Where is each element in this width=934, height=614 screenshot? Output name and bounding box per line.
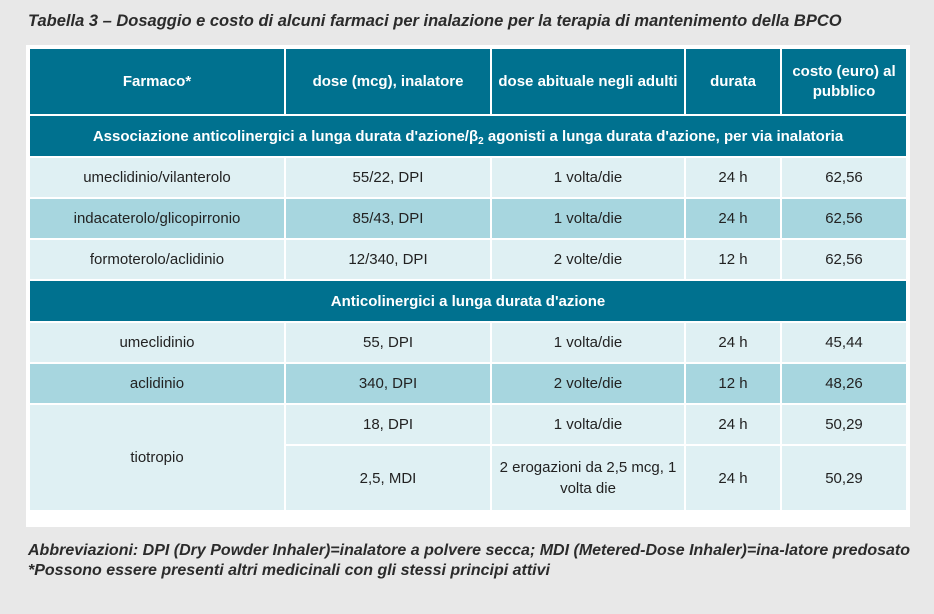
cell-abituale: 2 erogazioni da 2,5 mcg, 1 volta die xyxy=(492,446,684,510)
cell-farmaco: indacaterolo/glicopirronio xyxy=(30,199,284,238)
abbreviations-note: Abbreviazioni: DPI (Dry Powder Inhaler)=inalatore a polvere secca; MDI (Metered-Dose Inhaler)=ina-latore predosato xyxy=(28,542,911,559)
cell-costo: 45,44 xyxy=(782,323,906,362)
cell-costo: 62,56 xyxy=(782,240,906,279)
asterisk-note: *Possono essere presenti altri medicinali con gli stessi principi attivi xyxy=(28,562,550,579)
header-farmaco: Farmaco* xyxy=(30,49,284,114)
cell-farmaco: aclidinio xyxy=(30,364,284,403)
cell-abituale: 1 volta/die xyxy=(492,199,684,238)
cell-dose: 85/43, DPI xyxy=(286,199,490,238)
table-panel xyxy=(26,45,910,527)
cell-costo: 50,29 xyxy=(782,405,906,444)
cell-abituale: 1 volta/die xyxy=(492,405,684,444)
cell-abituale: 2 volte/die xyxy=(492,240,684,279)
cell-abituale: 1 volta/die xyxy=(492,158,684,197)
cell-abituale: 2 volte/die xyxy=(492,364,684,403)
cell-dose: 12/340, DPI xyxy=(286,240,490,279)
header-costo: costo (euro) al pubblico xyxy=(782,49,906,114)
cell-dose: 340, DPI xyxy=(286,364,490,403)
cell-dose: 2,5, MDI xyxy=(286,446,490,510)
cell-durata: 24 h xyxy=(686,446,780,510)
section-title: Anticolinergici a lunga durata d'azione xyxy=(30,281,906,321)
cell-farmaco: umeclidinio xyxy=(30,323,284,362)
table-row xyxy=(30,240,906,279)
table-row xyxy=(30,158,906,197)
table-title: Tabella 3 – Dosaggio e costo di alcuni farmaci per inalazione per la terapia di mantenimento della BPCO xyxy=(28,12,842,30)
cell-costo: 62,56 xyxy=(782,158,906,197)
cell-durata: 24 h xyxy=(686,199,780,238)
cell-costo: 62,56 xyxy=(782,199,906,238)
cell-durata: 12 h xyxy=(686,240,780,279)
cell-farmaco: tiotropio xyxy=(30,405,284,510)
cell-costo: 50,29 xyxy=(782,446,906,510)
cell-durata: 24 h xyxy=(686,158,780,197)
cell-farmaco: formoterolo/aclidinio xyxy=(30,240,284,279)
cell-durata: 24 h xyxy=(686,405,780,444)
table-row xyxy=(30,199,906,238)
table-row xyxy=(30,323,906,362)
drug-table xyxy=(28,47,908,512)
table-footnotes xyxy=(28,541,918,581)
section-title: Associazione anticolinergici a lunga durata $d'azione/\beta_2$ agonisti a lunga durata d'azione, per via inalatoria xyxy=(30,116,906,156)
header-dose: dose (mcg), inalatore xyxy=(286,49,490,114)
cell-dose: 55, DPI xyxy=(286,323,490,362)
section-header-anticolinergici xyxy=(30,281,906,321)
cell-dose: 18, DPI xyxy=(286,405,490,444)
cell-farmaco: umeclidinio/vilanterolo xyxy=(30,158,284,197)
table-row xyxy=(30,364,906,403)
cell-dose: 55/22, DPI xyxy=(286,158,490,197)
table-row xyxy=(30,405,906,444)
cell-abituale: 1 volta/die xyxy=(492,323,684,362)
header-row xyxy=(30,49,906,114)
header-durata: durata xyxy=(686,49,780,114)
cell-durata: 12 h xyxy=(686,364,780,403)
cell-costo: 48,26 xyxy=(782,364,906,403)
cell-durata: 24 h xyxy=(686,323,780,362)
section-header-associazione xyxy=(30,116,906,156)
header-dose-abituale: dose abituale negli adulti xyxy=(492,49,684,114)
